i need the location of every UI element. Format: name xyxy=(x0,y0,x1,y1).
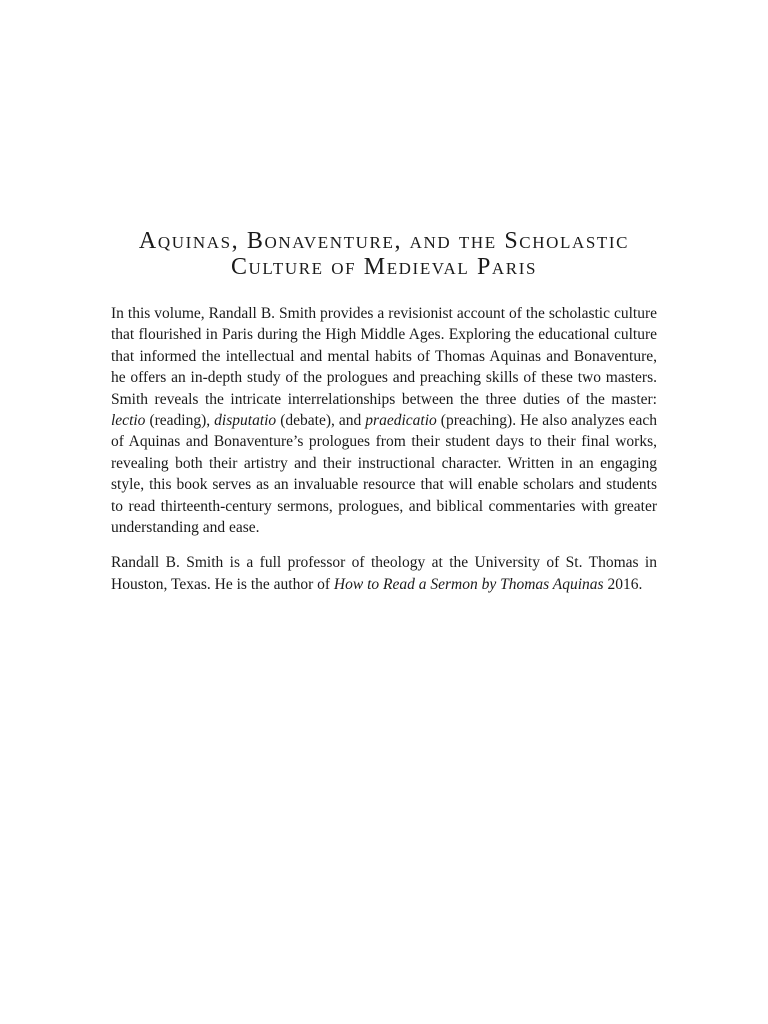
title-line-2: Culture of Medieval Paris xyxy=(230,254,538,280)
book-title xyxy=(0,228,768,280)
page-content xyxy=(111,303,657,595)
description-text-1: In this volume, Randall B. Smith provides a revisionist account of the scholastic culture that flourished in Paris during the High Middle Ages. Exploring the educational culture that informed the intellectual and mental habits of Thomas Aquinas and Bonaventure, he offers an in-depth study of the prologues and preaching skills of these two masters. Smith reveals the intricate interrelationships between the three duties of the master: xyxy=(111,305,657,408)
author-bio-text-1: Randall B. Smith is a full professor of theology at the University of St. Thomas in Houston, Texas. He is the author of xyxy=(111,554,657,593)
term-praedicatio: praedicatio xyxy=(365,412,437,430)
term-disputatio: disputatio xyxy=(214,412,277,430)
description-text-4: (preaching). He also analyzes each of Aquinas and Bonaventure’s prologues from their student days to their final works, revealing both their artistry and their instructional character. Written in an engaging style, this book serves as an invaluable resource that will enable scholars and students to read thirteenth-century sermons, prologues, and biblical commentaries with greater understanding and ease. xyxy=(111,412,657,537)
description-paragraph xyxy=(111,303,657,538)
term-lectio: lectio xyxy=(111,412,146,430)
author-bio-paragraph xyxy=(111,552,657,595)
author-bio-text-2: 2016. xyxy=(603,575,643,593)
description-text-2: (reading), xyxy=(145,412,215,430)
description-text-3: (debate), and xyxy=(276,412,366,430)
author-book-title: How to Read a Sermon by Thomas Aquinas xyxy=(333,575,604,593)
title-line-1: Aquinas, Bonaventure, and the Scholastic xyxy=(138,228,630,254)
